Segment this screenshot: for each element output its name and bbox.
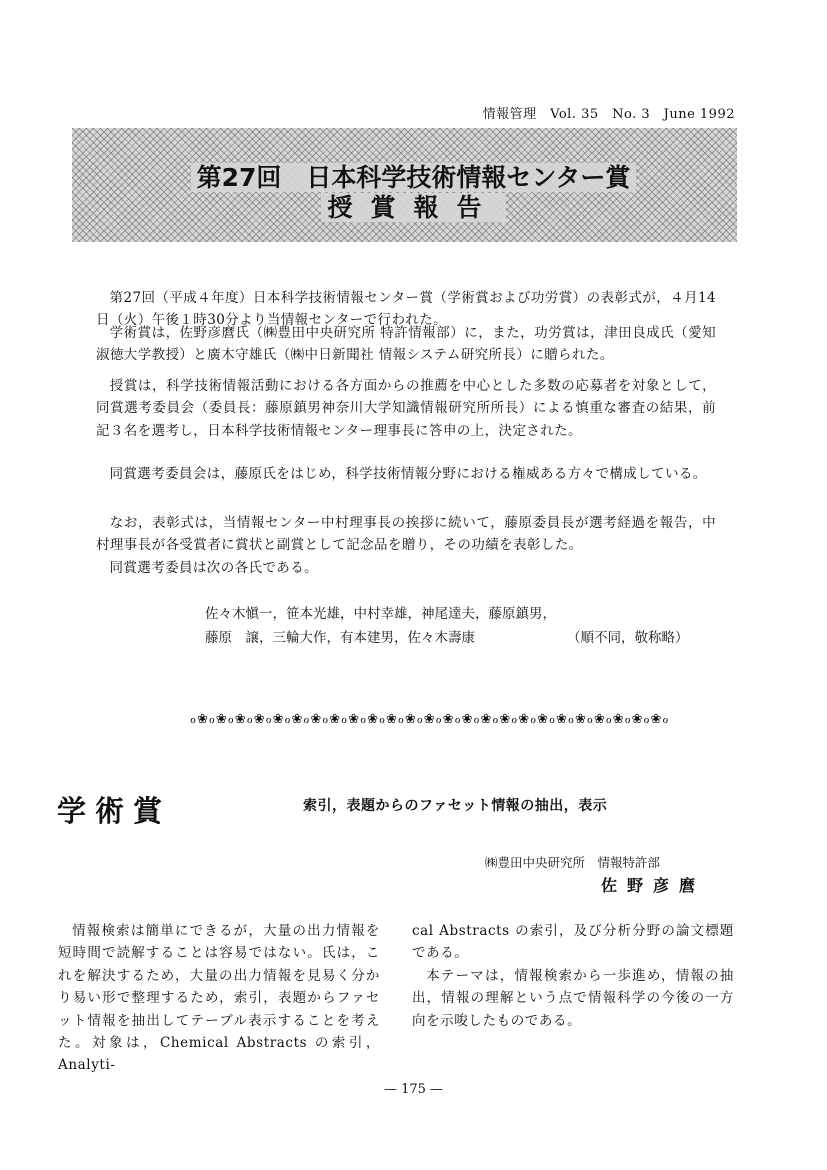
body-column-right	[412, 920, 734, 1032]
committee-members-line-1: 佐々木愼一，笹本光雄，中村幸雄，神尾達夫，藤原鎮男，	[205, 606, 556, 622]
committee-note: （順不同，敬称略）	[567, 630, 689, 646]
intro-paragraph-1: 第27回（平成４年度）日本科学技術情報センター賞（学術賞および功労賞）の表彰式が，４月14日（火）午後１時30分より当情報センターで行われた。	[96, 290, 716, 329]
intro-paragraph-6: 同賞選考委員は次の各氏である。	[109, 560, 318, 576]
intro-paragraph-2: 学術賞は，佐野彦麿氏（㈱豊田中央研究所 特許情報部）に，また，功労賞は，津田良成氏（愛知淑徳大学教授）と廣木守雄氏（㈱中日新聞社 情報システム研究所長）に贈られた。	[96, 325, 716, 364]
body-right-paragraph-1: cal Abstracts の索引，及び分析分野の論文標題である。	[412, 923, 734, 962]
title-line-2	[0, 188, 827, 224]
committee-members-line-2: 藤原 譲，三輪大作，有本建男，佐々木壽康	[205, 630, 475, 646]
intro-paragraph-5: なお，表彰式は，当情報センター中村理事長の挨拶に続いて，藤原委員長が選考経過を報告，中村理事長が各受賞者に賞状と副賞として記念品を贈り，その功績を表彰した。	[96, 515, 716, 554]
award-topic: 索引，表題からのファセット情報の抽出，表示	[303, 798, 608, 814]
winner-affiliation: ㈱豊田中央研究所 情報特許部	[485, 855, 661, 870]
body-left-paragraph: 情報検索は簡単にできるが，大量の出力情報を短時間で読解することは容易ではない。氏は，これを解決するため，大量の出力情報を見易く分かり易い形で整理するため，索引，表題からファセット情報を抽出してテーブル表示することを考えた。対象は，Chemical Abstracts の索引，Analyti-	[58, 923, 380, 1074]
intro-paragraph-4: 同賞選考委員会は，藤原氏をはじめ，科学技術情報分野における権威ある方々で構成している。	[109, 466, 707, 482]
title-text-2: 授賞報告	[321, 193, 505, 222]
title-text-1: 第27回 日本科学技術情報センター賞	[191, 163, 637, 192]
winner-name: 佐野彦麿	[601, 876, 706, 895]
page-number: — 175 —	[383, 1082, 444, 1097]
journal-header: 情報管理 Vol. 35 No. 3 June 1992	[482, 107, 735, 122]
intro-paragraph-3: 授賞は，科学技術情報活動における各方面からの推薦を中心とした多数の応募者を対象として，同賞選考委員会（委員長：藤原鎮男神奈川大学知識情報研究所所長）による慎重な審査の結果，前記３名を選考し，日本科学技術情報センター理事長に答申の上，決定された。	[96, 378, 716, 439]
ornamental-divider: ℴ❀ℴ❀ℴ❀ℴ❀ℴ❀ℴ❀ℴ❀ℴ❀ℴ❀ℴ❀ℴ❀ℴ❀ℴ❀ℴ❀ℴ❀ℴ❀ℴ❀ℴ❀ℴ❀ℴ❀ℴ❀ℴ❀ℴ❀ℴ❀ℴ❀ℴ	[190, 712, 670, 727]
body-right-paragraph-2: 本テーマは，情報検索から一歩進め，情報の抽出，情報の理解という点で情報科学の今後の一方向を示唆したものである。	[412, 967, 734, 1029]
body-column-left	[58, 920, 380, 1077]
award-heading: 学術賞	[57, 794, 172, 828]
